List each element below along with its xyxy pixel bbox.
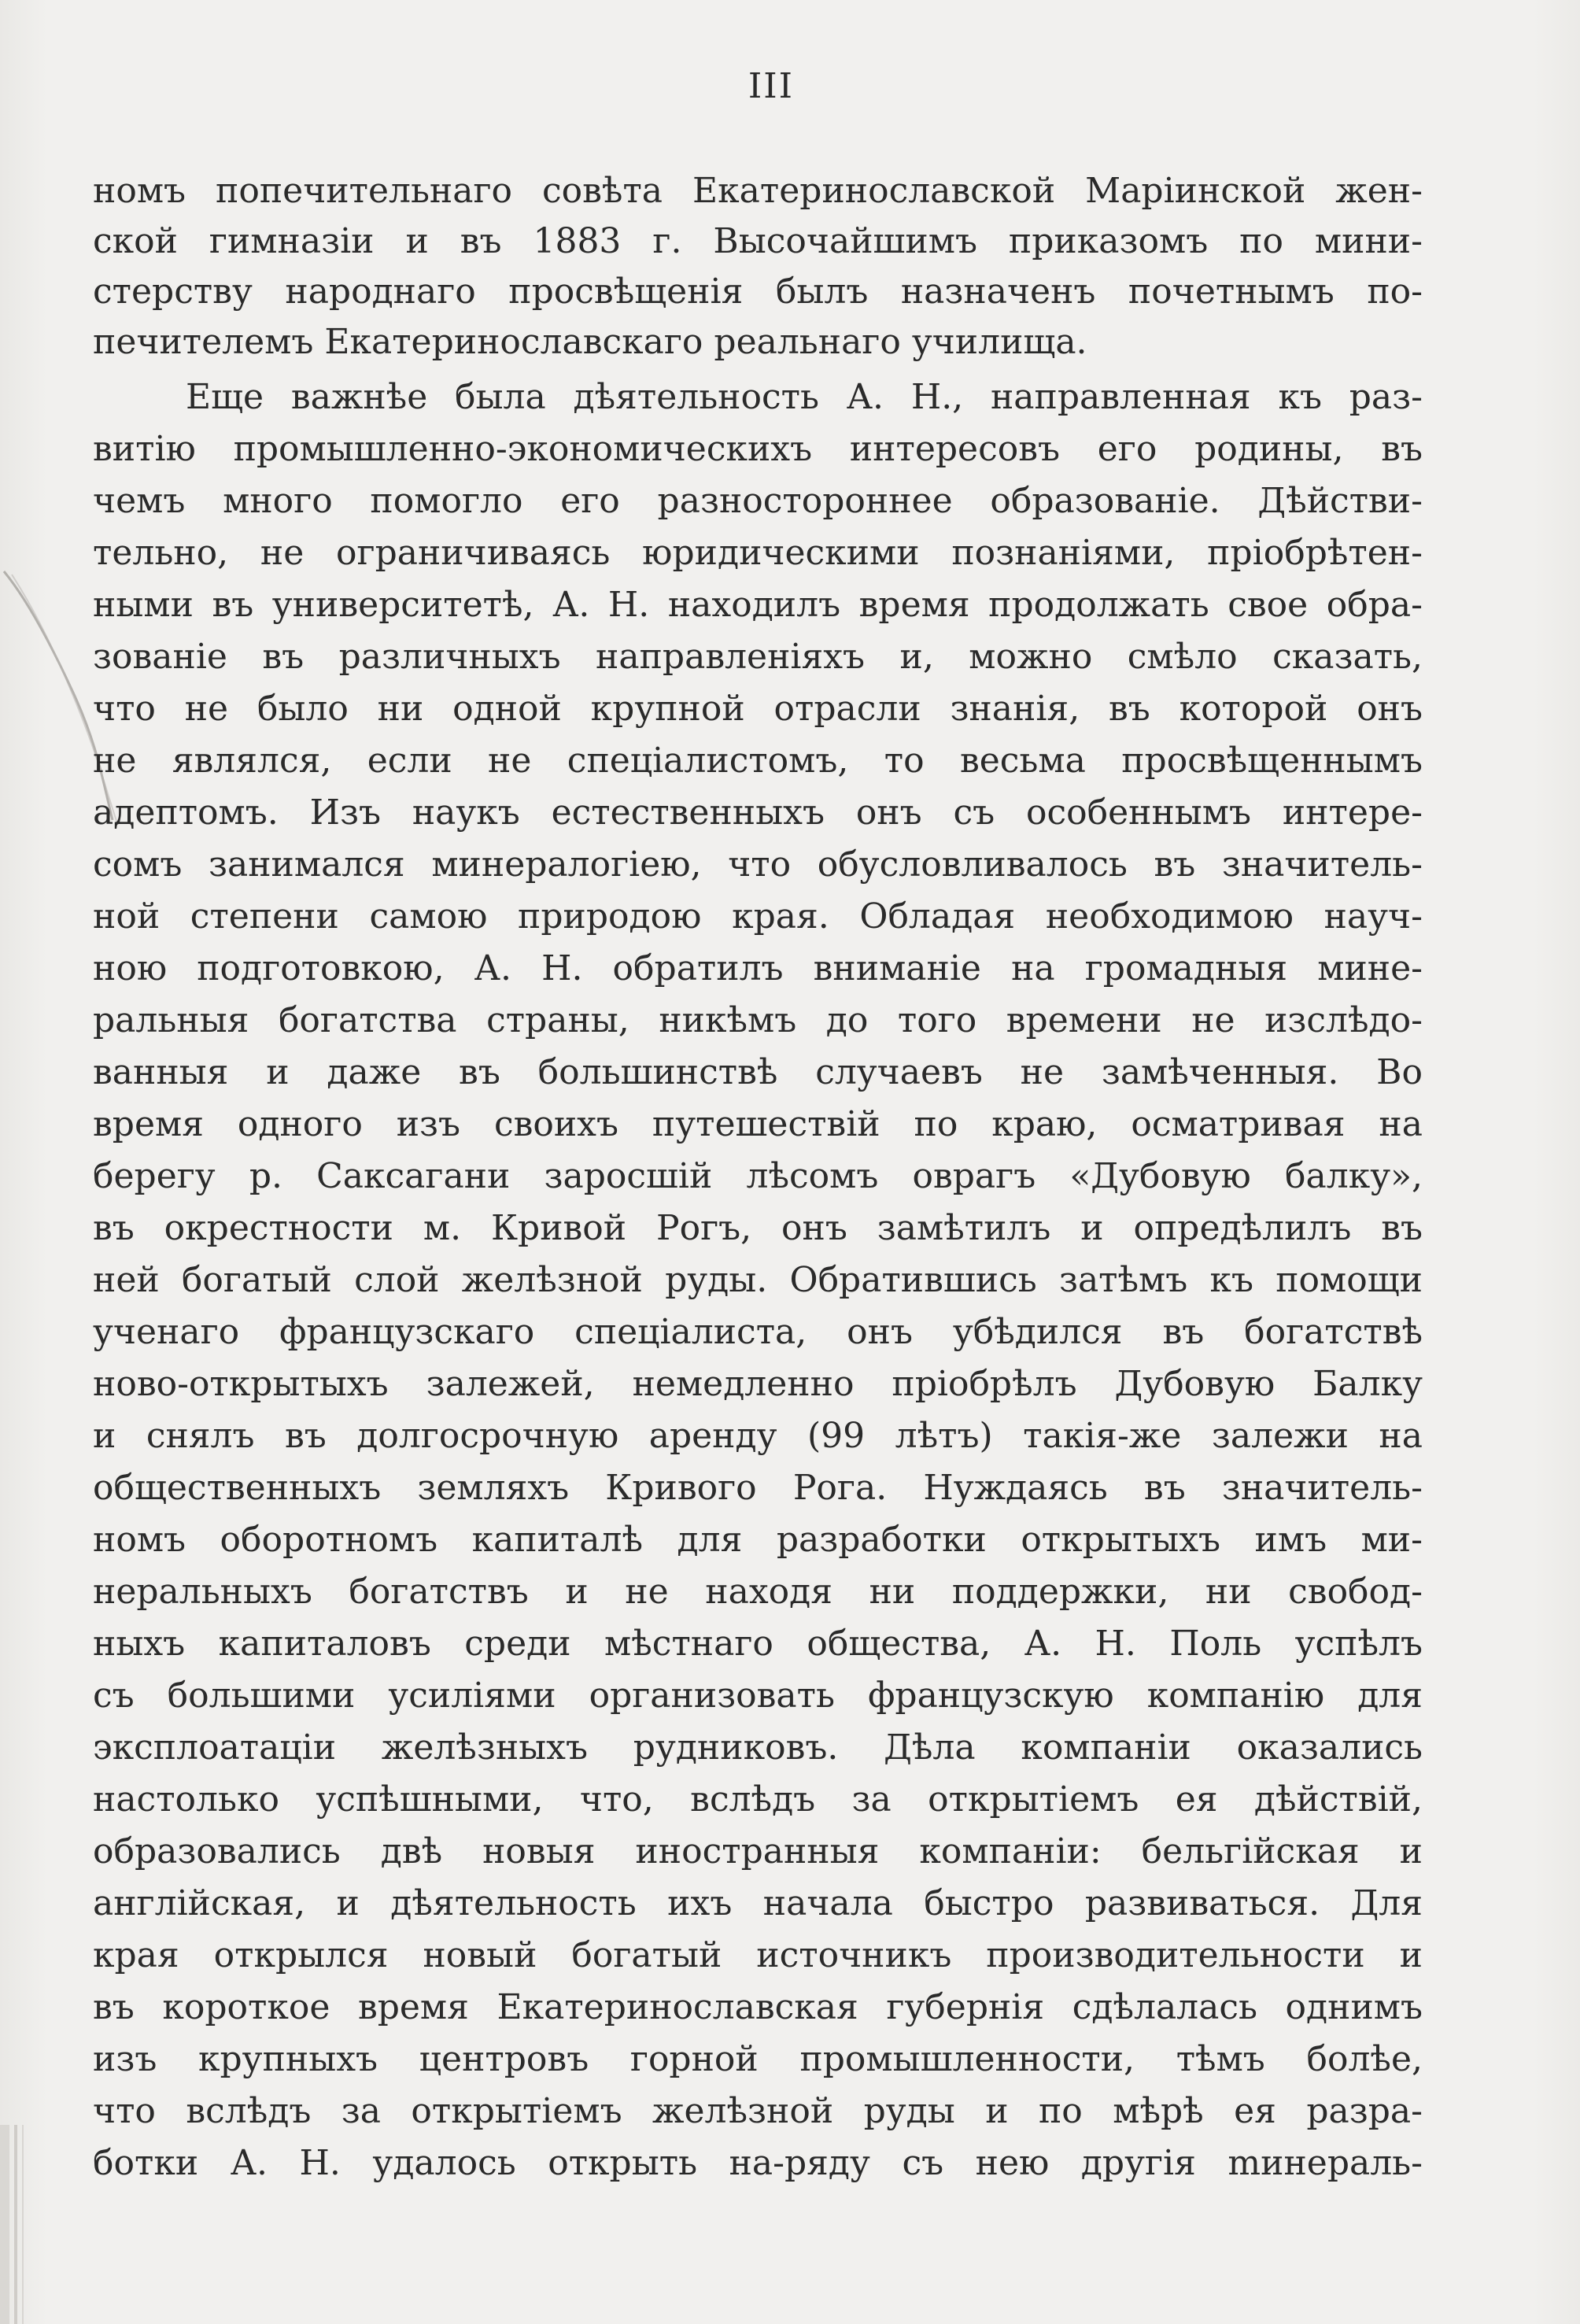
text-line: края открылся новый богатый источникъ производительности и [93, 1935, 1423, 1975]
text-line: не являлся, если не спеціалистомъ, то весьма просвѣщеннымъ [93, 741, 1423, 781]
text-line: витію промышленно-экономическихъ интересовъ его родины, въ [93, 429, 1423, 469]
text-line: изъ крупныхъ центровъ горной промышленности, тѣмъ болѣе, [93, 2039, 1423, 2079]
text-line: стерству народнаго просвѣщенія былъ назначенъ почетнымъ по- [93, 272, 1423, 312]
text-line: печителемъ Екатеринославскаго реальнаго училища. [93, 322, 1087, 362]
text-line: и снялъ въ долгосрочную аренду (99 лѣтъ) такія-же залежи на [93, 1416, 1423, 1456]
text-line: ною подготовкою, А. Н. обратилъ вниманіе на громадныя мине- [93, 948, 1423, 988]
text-line: что вслѣдъ за открытіемъ желѣзной руды и по мѣрѣ ея разра- [93, 2091, 1423, 2131]
page-edge-shadow [0, 2125, 31, 2324]
text-line: тельно, не ограничиваясь юридическими познаніями, пріобрѣтен- [93, 533, 1423, 573]
text-line: зованіе въ различныхъ направленіяхъ и, можно смѣло сказать, [93, 637, 1423, 677]
text-line: ученаго французскаго спеціалиста, онъ убѣдился въ богатствѣ [93, 1312, 1423, 1352]
text-line: адептомъ. Изъ наукъ естественныхъ онъ съ особеннымъ интере- [93, 793, 1423, 833]
text-line: берегу р. Саксагани заросшій лѣсомъ оврагъ «Дубовую балку», [93, 1156, 1423, 1196]
text-line: англійская, и дѣятельность ихъ начала быстро развиваться. Для [93, 1883, 1423, 1923]
text-line: ными въ университетѣ, А. Н. находилъ время продолжать свое обра- [93, 585, 1423, 625]
text-line: время одного изъ своихъ путешествій по краю, осматривая на [93, 1104, 1423, 1144]
text-line: сомъ занимался минералогіею, что обусловливалось въ значитель- [93, 844, 1423, 885]
text-line: эксплоатаціи желѣзныхъ рудниковъ. Дѣла компаніи оказались [93, 1727, 1423, 1768]
text-line: ныхъ капиталовъ среди мѣстнаго общества, А. Н. Поль успѣлъ [93, 1624, 1423, 1664]
text-line: ботки А. Н. удалось открыть на-ряду съ нею другія mинераль- [93, 2143, 1423, 2183]
text-line: ной степени самою природою края. Обладая необходимою науч- [93, 896, 1423, 937]
text-line: ней богатый слой желѣзной руды. Обратившись затѣмъ къ помощи [93, 1260, 1423, 1300]
text-line: ново-открытыхъ залежей, немедленно пріобрѣлъ Дубовую Балку [93, 1364, 1423, 1404]
text-line: Еще важнѣе была дѣятельность А. Н., направленная къ раз- [186, 377, 1423, 417]
text-line: настолько успѣшными, что, вслѣдъ за открытіемъ ея дѣйствій, [93, 1779, 1423, 1820]
text-line: ской гимназіи и въ 1883 г. Высочайшимъ приказомъ по мини- [93, 221, 1423, 261]
text-line: въ окрестности м. Кривой Рогъ, онъ замѣтилъ и опредѣлилъ въ [93, 1208, 1423, 1248]
text-line: чемъ много помогло его разностороннее образованіе. Дѣйстви- [93, 481, 1423, 521]
text-line: что не было ни одной крупной отрасли знанія, въ которой онъ [93, 689, 1423, 729]
text-line: неральныхъ богатствъ и не находя ни поддержки, ни свобод- [93, 1572, 1423, 1612]
text-line: образовались двѣ новыя иностранныя компаніи: бельгійская и [93, 1831, 1423, 1871]
text-line: ральныя богатства страны, никѣмъ до того времени не изслѣдо- [93, 1000, 1423, 1040]
page-number: III [748, 66, 795, 106]
text-line: въ короткое время Екатеринославская губернія сдѣлалась однимъ [93, 1987, 1423, 2027]
text-line: номъ оборотномъ капиталѣ для разработки открытыхъ имъ ми- [93, 1520, 1423, 1560]
text-line: общественныхъ земляхъ Кривого Рога. Нуждаясь въ значитель- [93, 1468, 1423, 1508]
text-line: ванныя и даже въ большинствѣ случаевъ не замѣченныя. Во [93, 1052, 1423, 1092]
text-line: съ большими усиліями организовать французскую компанію для [93, 1676, 1423, 1716]
text-line: номъ попечительнаго совѣта Екатеринославской Маріинской жен- [93, 171, 1423, 211]
